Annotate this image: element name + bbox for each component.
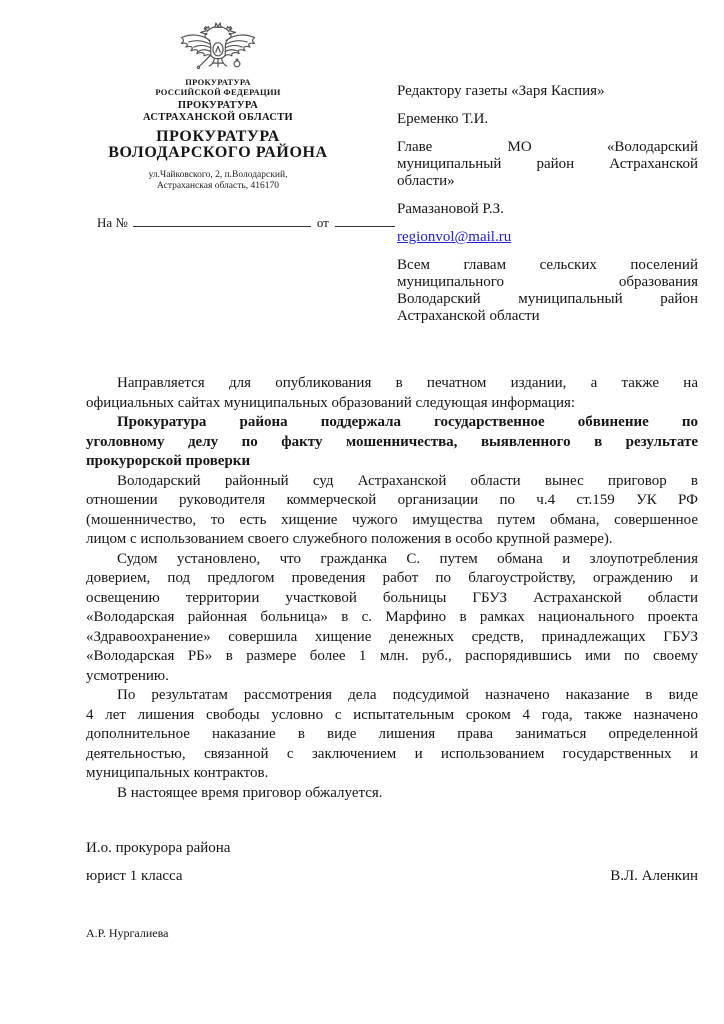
email-link[interactable]: regionvol@mail.ru: [397, 229, 512, 245]
org-line-oblast-1: ПРОКУРАТУРА: [177, 100, 259, 111]
letter-body: [86, 374, 698, 803]
paragraph-facts-line: освещению территории участковой больницы ГБУЗ Астраханской области: [86, 589, 698, 606]
paragraph-facts-line: усмотрению.: [86, 667, 169, 684]
org-line-prokuratura-rf-2: РОССИЙСКОЙ ФЕДЕРАЦИИ: [155, 86, 281, 97]
reference-number-line: [97, 212, 395, 232]
paragraph-punishment-line: 4 лет лишения свободы условно с испытательным сроком 4 года, также назначено: [86, 706, 698, 723]
paragraph-punishment-line: дополнительное наказание в виде лишения права заниматься определенной: [86, 726, 698, 742]
double-headed-eagle-emblem: [174, 20, 262, 77]
paragraph-facts-line: «Здравоохранение» совершила хищение денежных средств, принадлежащих ГБУЗ: [86, 628, 698, 645]
paragraph-intro-line: Направляется для опубликования в печатном издании, а также на: [117, 375, 698, 391]
addressee-newspaper-editor-line: Редактору газеты «Заря Каспия»: [397, 83, 605, 99]
addressee-village-heads-line: муниципального образования: [397, 274, 698, 290]
paragraph-appeal-line: В настоящее время приговор обжалуется.: [117, 784, 383, 801]
org-name-line-2: ВОЛОДАРСКОГО РАЙОНА: [108, 144, 328, 161]
signer-name: В.Л. Аленкин: [610, 868, 698, 884]
paragraph-appeal: [86, 784, 698, 804]
paragraph-facts-line: «Володарская РБ» в размере более 1 млн. руб., распорядившись ими по своему: [86, 648, 698, 664]
paragraph-headline-line: Прокуратура района поддержала государственное обвинение по: [117, 414, 698, 430]
paragraph-verdict-line: отношении руководителя коммерческой организации по ч.4 ст.159 УК РФ: [86, 492, 698, 508]
signer-position-line2: юрист 1 класса: [86, 868, 183, 884]
ref-number-blank: [133, 212, 311, 227]
paragraph-punishment-line: По результатам рассмотрения дела подсудимой назначено наказание в виде: [117, 687, 698, 703]
addressee-municipal-head-line: области»: [397, 173, 455, 189]
paragraph-intro-line: официальных сайтах муниципальных образований следующая информация:: [86, 394, 576, 411]
addressee-email-line: [397, 229, 698, 246]
addressee-newspaper-editor: [397, 83, 698, 100]
paragraph-verdict-line: (мошенничество, то есть хищение чужого имущества путем обмана, совершенное: [86, 511, 698, 528]
paragraph-verdict-line: лицом с использованием своего служебного положения в особо крупной размере).: [86, 531, 613, 547]
paragraph-verdict: [86, 472, 698, 550]
paragraph-headline-line: уголовному делу по факту мошенничества, выявленного в результате: [86, 433, 698, 450]
ref-prefix: На №: [97, 215, 128, 230]
addressee-municipal-head-line: муниципальный район Астраханской: [397, 156, 698, 172]
org-line-oblast-2: АСТРАХАНСКОЙ ОБЛАСТИ: [142, 111, 293, 123]
paragraph-punishment: [86, 686, 698, 784]
paragraph-facts-line: «Володарская районная больница» в с. Марфино в рамках национального проекта: [86, 609, 698, 625]
addressee-village-heads-line: Астраханской области: [397, 308, 540, 324]
paragraph-punishment-line: муниципальных контрактов.: [86, 765, 269, 781]
ref-date-blank: [335, 212, 395, 227]
paragraph-facts: [86, 550, 698, 687]
paragraph-headline: [86, 413, 698, 472]
addressee-municipal-head-line: Главе МО «Володарский: [397, 139, 698, 155]
org-name-line-1: ПРОКУРАТУРА: [156, 128, 280, 145]
paragraph-facts-line: доверием, под предлогом проведения работ по благоустройству, ограждению и: [86, 570, 698, 586]
paragraph-intro: [86, 374, 698, 413]
org-address-line-2: Астраханская область, 416170: [157, 181, 279, 191]
paragraph-verdict-line: Володарский районный суд Астраханской области вынес приговор в: [117, 472, 698, 489]
addressee-municipal-head-name-line: Рамазановой Р.З.: [397, 201, 504, 217]
executor-name: А.Р. Нургалиева: [86, 926, 169, 940]
paragraph-punishment-line: деятельностью, связанной с заключением и использованием государственных и: [86, 745, 698, 762]
addressee-village-heads-line: Всем главам сельских поселений: [397, 257, 698, 273]
paragraph-facts-line: Судом установлено, что гражданка С. путем обмана и злоупотребления: [117, 550, 698, 567]
org-line-prokuratura-rf-1: ПРОКУРАТУРА: [185, 77, 251, 87]
addressee-municipal-head-name: [397, 201, 698, 218]
addressee-editor-name-line: Еременко Т.И.: [397, 111, 489, 127]
signature-block: [86, 838, 698, 886]
addressee-municipal-head: [397, 139, 698, 190]
paragraph-headline-line: прокурорской проверки: [86, 453, 251, 469]
org-address-line-1: ул.Чайковского, 2, п.Володарский,: [148, 170, 288, 180]
addressee-editor-name: [397, 111, 698, 128]
addressee-village-heads: [397, 257, 698, 325]
signer-position-line1: И.о. прокурора района: [86, 840, 231, 856]
addressee-block: [397, 83, 698, 336]
addressee-email: [397, 229, 698, 246]
ref-middle: от: [316, 215, 329, 230]
addressee-village-heads-line: Володарский муниципальный район: [397, 291, 698, 307]
letterhead: [83, 20, 353, 192]
